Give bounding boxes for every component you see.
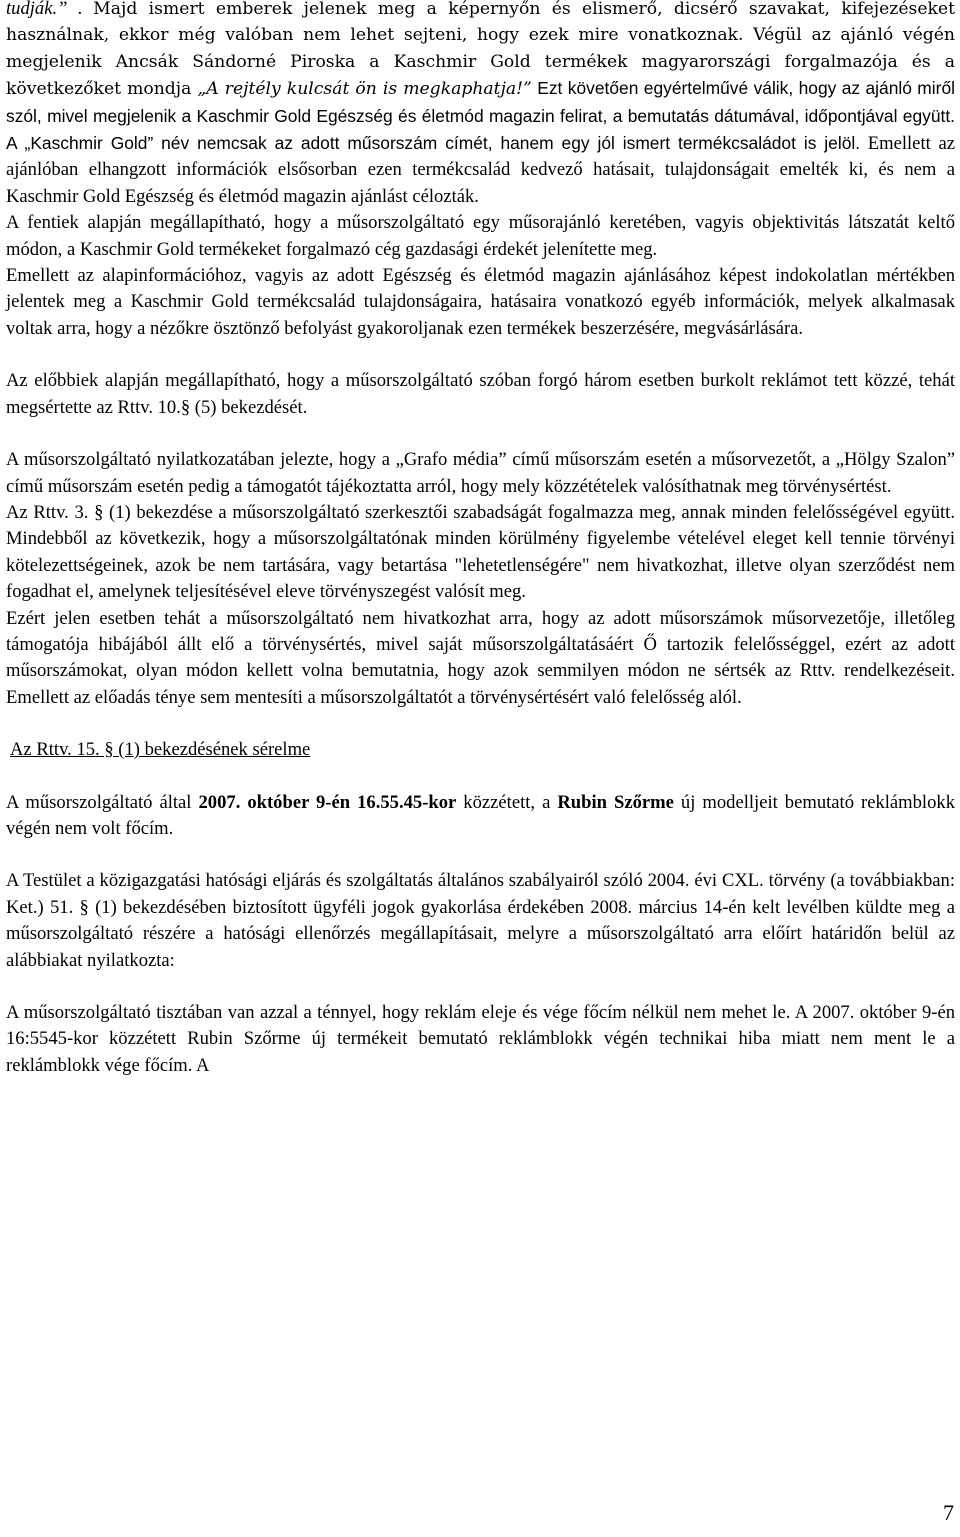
paragraph-technikai-hiba: A műsorszolgáltató tisztában van azzal a ténnyel, hogy reklám eleje és vége főcím nélkül nem mehet le. A 2007. október 9-én 16:5545-kor közzétett Rubin Szőrme új termékeit bemutató reklámblokk végén technikai hiba miatt nem ment le a reklámblokk vége főcím. A	[6, 1002, 955, 1076]
paragraph-testulet: A Testület a közigazgatási hatósági eljárás és szolgáltatás általános szabályairól szóló 2004. évi CXL. törvény (a továbbiakban: Ket.) 51. § (1) bekezdésében biztosított ügyféli jogok gyakorlása érdekében 2008. március 14-én kelt levélben küldte meg a műsorszolgáltató részére a hatósági ellenőrzés megállapításait, melyre a műsorszolgáltató arra előírt határidőn belül az alábbiakat nyilatkozta:	[6, 870, 955, 971]
paragraph-rubin-szorme: A műsorszolgáltató által 2007. október 9-én 16.55.45-kor közzétett, a Rubin Szőrme új modelljeit bemutató reklámblokk végén nem volt főcím.	[6, 791, 955, 839]
paragraph-nyilatkozat: A műsorszolgáltató nyilatkozatában jelezte, hogy a „Grafo média” című műsorszám esetén a műsorvezetőt, a „Hölgy Szalon” című műsorszám esetén pedig a támogatót tájékoztatta arról, hogy mely közzétételek valósíthatnak meg törvénysértést.	[6, 449, 955, 497]
paragraph-emellett: Emellett az alapinformációhoz, vagyis az adott Egészség és életmód magazin ajánlásához képest indokolatlan mértékben jelentek meg a Kaschmir Gold termékcsalád tulajdonságaira, hatásaira vonatkozó egyéb információk, melyek alkalmasak voltak arra, hogy a nézőkre ösztönző befolyást gyakoroljanak ezen termékek beszerzésére, megvásárlására.	[6, 265, 955, 339]
paragraph-conclusion-burkolt-reklam: Az előbbiek alapján megállapítható, hogy a műsorszolgáltató szóban forgó három esetben burkolt reklámot tett közzé, tehát megsértette az Rttv. 10.§ (5) bekezdését.	[6, 370, 955, 418]
quote-tudjak: tudják.” .	[6, 0, 94, 19]
page-number: 7	[943, 1500, 954, 1525]
document-page	[6, 0, 955, 1079]
paragraph-rttv-3: Az Rttv. 3. § (1) bekezdése a műsorszolgáltató szerkesztői szabadságát fogalmazza meg, annak minden felelősségével együtt. Mindebből az következik, hogy a műsorszolgáltatónak minden körülmény figyelembe vételével eleget kell tennie törvényi kötelezettségeinek, azok be nem tartására, vagy betartása "lehetetlenségére" nem hivatkozhat, illetve olyan szerződést nem fogadhat el, amelynek teljesítésével eleve törvényszegést valósít meg.	[6, 501, 955, 603]
paragraph-kaschmir-ajanlo: tudják.” . Majd ismert emberek jelenek meg a képernyőn és elismerő, dicsérő szavakat, kifejezéseket használnak, ekkor még valóban nem lehet sejteni, hogy ezek mire vonatkoznak. Végül az ajánló végén megjelenik Ancsák Sándorné Piroska a Kaschmir Gold termékek magyarországi forgalmazója és a következőket mondja „A rejtély kulcsát ön is megkaphatja!” Ezt követően egyértelművé válik, hogy az ajánló miről szól, mivel megjelenik a Kaschmir Gold Egészség és életmód magazin felirat, a bemutatás dátumával, időpontjával együtt. A „Kaschmir Gold” név nemcsak az adott műsorszám címét, hanem egy jól ismert termékcsaládot is jelöl. Emellett az ajánlóban elhangzott információk elsősorban ezen termékcsalád kedvező hatásait, tulajdonságait emelték ki, és nem a Kaschmir Gold Egészség és életmód magazin ajánlást célozták.	[6, 0, 955, 207]
section-heading: Az Rttv. 15. § (1) bekezdésének sérelme	[10, 739, 311, 761]
brand-name: Rubin Szőrme	[557, 791, 674, 813]
quote-rejtely: „A rejtély kulcsát ön is megkaphatja!”	[197, 79, 532, 100]
paragraph-ezert: Ezért jelen esetben tehát a műsorszolgáltató nem hivatkozhat arra, hogy az adott műsorszámok műsorvezetője, illetőleg támogatója hibájából állt elő a törvénysértés, mivel saját műsorszolgáltatásáért Ő tartozik felelősséggel, ezért az adott műsorszámokat, olyan módon kellett volna bemutatnia, hogy azok semmilyen módon ne sértsék az Rttv. rendelkezéseit. Emellett az előadás ténye sem mentesíti a műsorszolgáltatót a törvénysértésért való felelősség alól.	[6, 607, 955, 708]
paragraph-fentiek: A fentiek alapján megállapítható, hogy a műsorszolgáltató egy műsorajánló keretében, vagyis objektivitás látszatát keltő módon, a Kaschmir Gold termékeket forgalmazó cég gazdasági érdekét jelenítette meg.	[6, 212, 955, 260]
broadcast-datetime: 2007. október 9-én 16.55.45-kor	[198, 791, 457, 813]
